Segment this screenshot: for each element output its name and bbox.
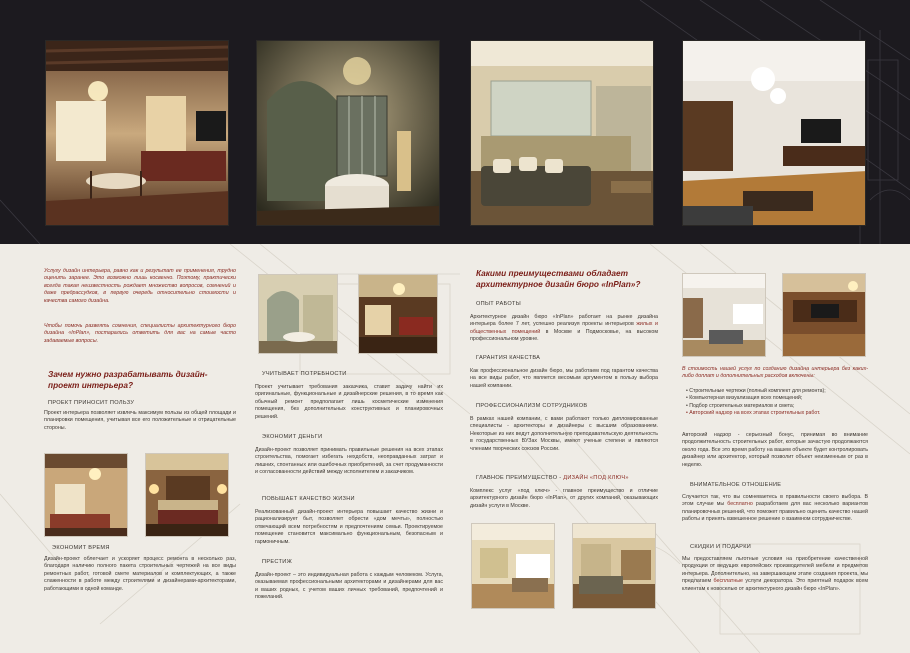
kitchen-interior-photo <box>45 40 229 226</box>
benefit-title: ПРОЕКТ ПРИНОСИТ ПОЛЬЗУ <box>48 400 135 406</box>
guarantee-text: Как профессиональное дизайн бюро, мы работаем под гарантом качества на все виды работ, что является весомым аргументом в пользу выбора нашей компании. <box>470 368 658 389</box>
prestige-text: Дизайн-проект – это индивидуальная работа с каждым человеком. Услуга, оказываемая профессиональными архитекторами и дизайнерами для вас и ваших родных, с учетом ваших личных требований, предпочтений и пожеланий. <box>255 572 443 601</box>
experience-title: ОПЫТ РАБОТЫ <box>476 301 522 307</box>
staff-title: ПРОФЕССИОНАЛИЗМ СОТРУДНИКОВ <box>476 403 588 409</box>
included-item: • Компьютерная визуализация всех помещений; <box>686 395 870 402</box>
guarantee-title: ГАРАНТИЯ КАЧЕСТВА <box>476 355 541 361</box>
attention-title: ВНИМАТЕЛЬНОЕ ОТНОШЕНИЕ <box>690 482 782 488</box>
living-room-thumb <box>44 453 128 537</box>
intro-paragraph-2: Чтобы помочь развеять сомнения, специалисты архитектурного бюро дизайна «InPlan», постарались ответить для вас на самые часто задаваемые вопросы. <box>44 323 236 344</box>
time-title: ЭКОНОМИТ ВРЕМЯ <box>52 545 110 551</box>
top-photo-band <box>0 0 910 244</box>
prestige-title: ПРЕСТИЖ <box>262 559 293 565</box>
needs-title: УЧИТЫВАЕТ ПОТРЕБНОСТИ <box>262 371 347 377</box>
discount-text: Мы предоставляем льготные условия на приобретение качественной продукции от ведущих европейских производителей мебели и предметов интерьера. Дополнительно, на завершающем этапе создания проекта, мы предлагаем бесплатные услуги декоратора. Это приятный подарок всем клиентам к новоселью от архитектурного дизайн бюро «InPlan». <box>682 556 869 592</box>
study-room-thumb <box>471 523 555 609</box>
quality-title: ПОВЫШАЕТ КАЧЕСТВО ЖИЗНИ <box>262 496 355 502</box>
sitting-room-thumb <box>572 523 656 609</box>
time-text: Дизайн-проект облегчает и ускоряет процесс ремонта в несколько раз, благодаря наличию полного пакета строительных чертежей на все виды ремонтных работ, готовой смете материалов и комплектующих, а также слаженности в работе между строителями и дизайнерами-архитекторами, работающими в одной команде. <box>44 556 236 592</box>
intro-paragraph: Услугу дизайн интерьера, равно как и результат ее применения, трудно оценить заранее. Это возможно лишь косвенно. Поэтому, практически всегда такая неизвестность рождает множество вопросов, сомнений и даже предрассудков, в первую очередь относительно стоимости и качества самого дизайна. <box>44 268 236 304</box>
why-heading: Зачем нужно разрабатывать дизайн-проект интерьера? <box>48 369 208 390</box>
included-intro: В стоимость нашей услуг по созданию дизайна интерьера без каких-либо доплат и дополнительных расходов включены: <box>682 366 868 380</box>
staff-text: В рамках нашей компании, с вами работают только дипломированные специалисты - архитекторы и дизайнеры с высшим образованием. Некоторые из них ведут дополнительную преподавательскую деятельность в государственных ВУЗах Москвы, имеют ученые степени и являются членами творческих союзов России. <box>470 416 658 452</box>
quality-text: Реализованный дизайн-проект интерьера повышает качество жизни и рационализирует быт, позволяет обрести «дом мечты», полностью отвечающий всем потребностям и предпочтениям семьи. Проектируемое помещение становится максимально функциональным, безопасным и гармоничным. <box>255 509 443 545</box>
included-item: • Подбор строительных материалов и смета; <box>686 403 870 410</box>
dining-room-photo <box>256 40 440 226</box>
hall-thumb <box>258 274 338 354</box>
benefit-text: Проект интерьера позволяет извлечь максимум пользы из общей площади и планировки помещения, учитывая все его положительные и отрицательные стороны. <box>44 410 236 431</box>
open-space-thumb <box>682 273 766 357</box>
money-title: ЭКОНОМИТ ДЕНЬГИ <box>262 434 323 440</box>
lounge-thumb <box>358 274 438 354</box>
included-item: • Строительные чертежи (полный комплект для ремонта); <box>686 388 870 395</box>
main-advantage-title: ГЛАВНОЕ ПРЕИМУЩЕСТВО - ДИЗАЙН «ПОД КЛЮЧ» <box>476 475 629 481</box>
attention-text: Случается так, что вы сомневаетесь в правильности своего выбора. В этом случае мы бесплатно разработаем для вас несколько вариантов планировочных решений, что поможет правильно оценить качество нашей работы и принять взвешенное решение о взаимном сотрудничестве. <box>682 494 868 523</box>
modern-living-room-photo <box>682 40 866 226</box>
included-item: • Авторский надзор на всех этапах строительных работ. <box>686 410 870 417</box>
included-list <box>686 388 870 418</box>
dark-living-thumb <box>782 273 866 357</box>
experience-text: Архитектурное дизайн бюро «InPlan» работает на рынке дизайна интерьера более 7 лет, успешно реализуя проекты интерьеров жилых и общественных помещений в Москве и Подмосковье, на высоком профессиональном уровне. <box>470 314 658 343</box>
bedroom-thumb <box>145 453 229 537</box>
living-kitchen-photo <box>470 40 654 226</box>
money-text: Дизайн-проект позволяет принимать правильные решения на всех этапах строительства, помогает избегать нехдобств, неоправданных затрат и лишних, спонтанных или ошибочных приобретений, за счет продуманности и согласованности действий между исполнителем и заказчиком. <box>255 447 443 476</box>
supervision-text: Авторский надзор - серьезный бонус, принимая во внимание продолжительность строительных работ, которые зачастую продолжаются около года. Все это время работу на вашем объекте будет контролировать дизайнер или архитектор, который позволит объект неизменным от раз в неделю. <box>682 432 868 468</box>
main-advantage-text: Комплекс услуг «под ключ» - главное преимущество и отличие архитектурного дизайн бюро «InPlan», от других компаний, оказывающих дизайн услуги в Москве. <box>470 488 658 509</box>
discount-title: СКИДКИ И ПОДАРКИ <box>690 544 752 550</box>
advantages-heading: Какими преимуществами обладает архитектурное дизайн бюро «InPlan»? <box>476 268 641 289</box>
needs-text: Проект учитывает требования заказчика, ставит задачу найти их оригинальные, функциональные и дизайнерские решения, в то время как обычный ремонт предполагает лишь косметические изменения помещения, без дополнительных конструктивных и планировочных решений. <box>255 384 443 420</box>
